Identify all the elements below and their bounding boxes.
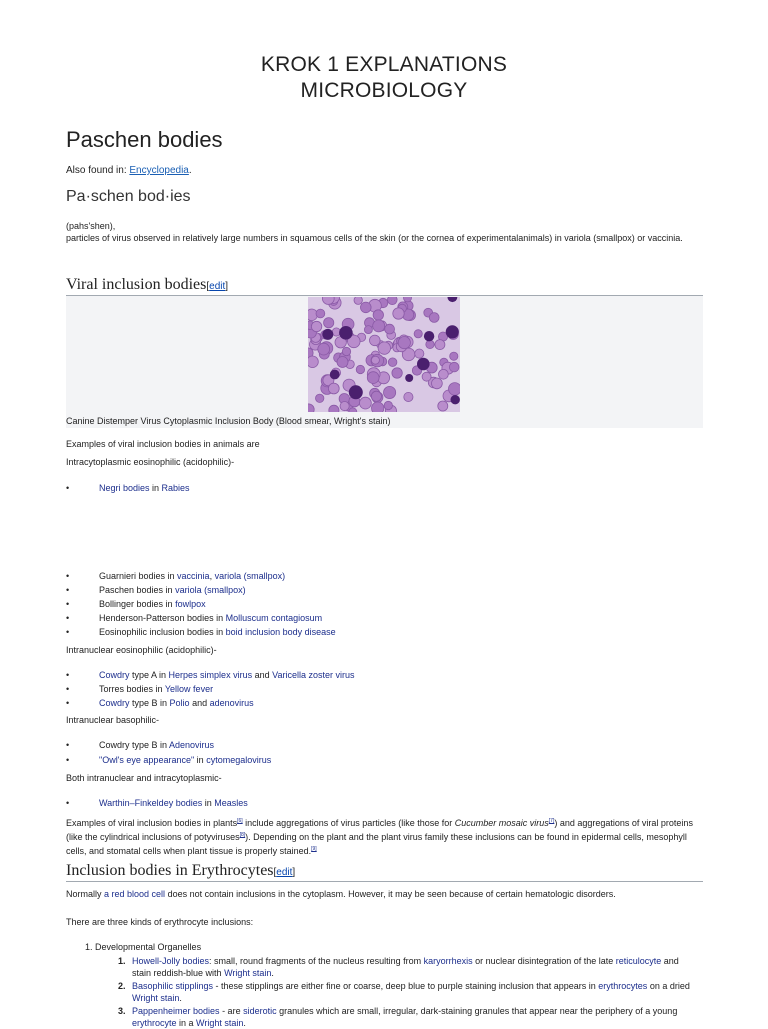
title-line-2: MICROBIOLOGY <box>300 79 468 102</box>
item-text: Paschen bodies in <box>99 585 176 595</box>
pronunciation: (pahs'shen), <box>66 221 116 231</box>
also-found-suffix: . <box>188 165 192 176</box>
rabies-link[interactable]: Rabies <box>161 483 190 493</box>
link[interactable]: boid inclusion body disease <box>225 627 336 637</box>
item-number: 2. <box>118 981 126 991</box>
plants-paragraph: Examples of viral inclusion bodies in plants[6] include aggregations of virus particles (like those for Cucumber mosaic virus[7]) and aggregations of viral proteins (like the cylindrical inclusions of potyviruses[8]). Depending on the plant and the plant virus family these inclusions can be found in epidermal cells, mesophyll cells, and stomatal cells when plant tissue is properly stained.[9] <box>66 818 693 856</box>
item-text: Eosinophilic inclusion bodies in <box>99 627 226 637</box>
link[interactable]: Pappenheimer bodies <box>132 1006 220 1016</box>
item-text: granules which are small, irregular, dark-staining granules that appear near the periphery of a young <box>276 1006 678 1016</box>
link[interactable]: Howell-Jolly bodies <box>132 956 210 966</box>
item-number: 3. <box>118 1006 126 1016</box>
item-text: or nuclear disintegration of the late <box>472 956 616 966</box>
item-number: 1. <box>118 956 126 966</box>
bullet: • <box>66 684 70 694</box>
item-text: - these stipplings are either fine or coarse, deep blue to purple staining inclusion that appears in <box>213 981 599 991</box>
bullet: • <box>66 798 70 808</box>
section-heading-erythrocytes <box>66 862 703 882</box>
link[interactable]: variola (smallpox) <box>214 571 286 581</box>
item-text: on a dried <box>647 981 690 991</box>
item-text: in <box>194 755 207 765</box>
link[interactable]: erythrocytes <box>598 981 648 991</box>
intranuclear-eosinophilic-heading: Intranuclear eosinophilic (acidophilic)- <box>66 645 217 655</box>
bullet: • <box>66 585 70 595</box>
definition: particles of virus observed in relatively large numbers in squamous cells of the skin (or the cornea of experimentalanimals) in variola (smallpox) or vaccinia. <box>66 233 683 243</box>
link[interactable]: Basophilic stipplings <box>132 981 214 991</box>
examples-animals-text: Examples of viral inclusion bodies in animals are <box>66 439 260 449</box>
ref-7[interactable]: [7] <box>548 818 555 824</box>
item-text: type A in <box>129 670 169 680</box>
link[interactable]: karyorrhexis <box>423 956 473 966</box>
item-text: . <box>271 968 274 978</box>
item-text: type B in <box>129 698 170 708</box>
item-text: and stain reddish-blue with <box>132 956 679 978</box>
intracytoplasmic-heading: Intracytoplasmic eosinophilic (acidophilic)- <box>66 457 235 467</box>
link[interactable]: Yellow fever <box>164 684 214 694</box>
item-text: Cowdry type B in <box>99 740 170 750</box>
also-found-line <box>66 165 192 176</box>
link[interactable]: Herpes simplex virus <box>168 670 253 680</box>
bullet: • <box>66 599 70 609</box>
negri-bodies-link[interactable]: Negri bodies <box>99 483 150 493</box>
item-text: Bollinger bodies in <box>99 599 176 609</box>
measles-link[interactable]: Measles <box>214 798 248 808</box>
link[interactable]: Cowdry <box>99 698 130 708</box>
item-text: . <box>243 1018 246 1028</box>
link[interactable]: Molluscum contagiosum <box>225 613 323 623</box>
section-heading-viral-inclusion <box>66 276 703 296</box>
edit-link-wrapper: [edit] <box>273 867 296 878</box>
ref-9[interactable]: [9] <box>311 846 317 852</box>
document-title <box>0 52 768 104</box>
ordered-list-item-developmental: 1. Developmental Organelles <box>85 942 202 952</box>
link[interactable]: cytomegalovirus <box>206 755 272 765</box>
link[interactable]: Wright stain <box>196 1018 244 1028</box>
item-text: - are <box>219 1006 244 1016</box>
link[interactable]: reticulocyte <box>615 956 662 966</box>
edit-link[interactable]: edit <box>276 867 293 878</box>
figure-caption: Canine Distemper Virus Cytoplasmic Inclusion Body (Blood smear, Wright's stain) <box>66 416 391 426</box>
edit-link[interactable]: edit <box>209 281 226 292</box>
bullet: • <box>66 571 70 581</box>
intranuclear-basophilic-heading: Intranuclear basophilic- <box>66 715 160 725</box>
link[interactable]: vaccinia <box>177 571 210 581</box>
edit-link-wrapper: [edit] <box>206 281 229 292</box>
item-text: . <box>179 993 182 1003</box>
bullet: • <box>66 740 70 750</box>
item-text: Henderson-Patterson bodies in <box>99 613 226 623</box>
ref-6[interactable]: [6] <box>237 818 243 824</box>
both-heading: Both intranuclear and intracytoplasmic- <box>66 773 222 783</box>
link[interactable]: Wright stain <box>224 968 272 978</box>
term-heading: Pa·schen bod·ies <box>66 188 191 205</box>
bullet: • <box>66 627 70 637</box>
link[interactable]: erythrocyte <box>132 1018 177 1028</box>
bullet: • <box>66 670 70 680</box>
cucumber-mosaic-virus: Cucumber mosaic virus <box>454 818 549 828</box>
warthin-link[interactable]: Warthin–Finkeldey bodies <box>99 798 203 808</box>
link[interactable]: Polio <box>169 698 190 708</box>
ref-8[interactable]: [8] <box>239 832 246 838</box>
link[interactable]: Cowdry <box>99 670 130 680</box>
bullet: • <box>66 613 70 623</box>
link[interactable]: Varicella zoster virus <box>272 670 355 680</box>
item-text: in a <box>176 1018 197 1028</box>
bullet: • <box>66 483 70 493</box>
red-blood-cell-link[interactable]: a red blood cell <box>104 889 166 899</box>
link[interactable]: adenovirus <box>209 698 254 708</box>
bullet: • <box>66 698 70 708</box>
item-text: : small, round fragments of the nucleus resulting from <box>209 956 424 966</box>
blood-smear-image <box>308 297 460 412</box>
link[interactable]: Adenovirus <box>169 740 215 750</box>
item-text: Torres bodies in <box>99 684 165 694</box>
section-title: Viral inclusion bodies <box>66 276 207 293</box>
link[interactable]: Wright stain <box>132 993 180 1003</box>
article-heading: Paschen bodies <box>66 127 223 152</box>
item-text: Guarnieri bodies in <box>99 571 178 581</box>
normally-paragraph: Normally a red blood cell does not contain inclusions in the cytoplasm. However, it may be seen because of certain hematologic disorders. <box>66 889 616 899</box>
title-line-1: KROK 1 EXPLANATIONS <box>260 53 508 76</box>
section-title: Inclusion bodies in Erythrocytes <box>66 862 274 879</box>
also-found-prefix: Also found in: <box>66 165 130 176</box>
link[interactable]: "Owl's eye appearance" <box>99 755 195 765</box>
encyclopedia-link[interactable]: Encyclopedia <box>129 165 189 176</box>
link[interactable]: fowlpox <box>175 599 206 609</box>
link[interactable]: siderotic <box>243 1006 277 1016</box>
three-kinds-text: There are three kinds of erythrocyte inclusions: <box>66 917 254 927</box>
bullet: • <box>66 755 70 765</box>
link[interactable]: variola (smallpox) <box>175 585 246 595</box>
